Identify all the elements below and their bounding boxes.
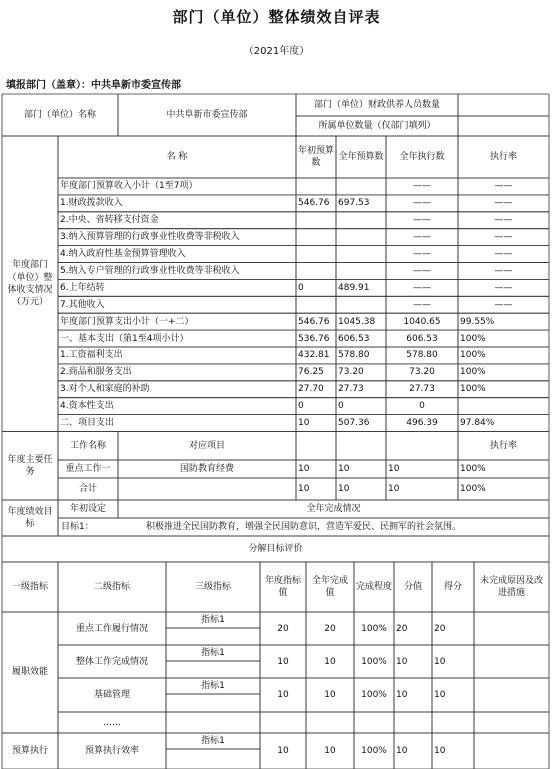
finance-row-executed: 0 — [419, 401, 425, 412]
finance-row-rate: 100% — [460, 367, 486, 378]
eval-col-score: 得分 — [443, 581, 462, 592]
goals-actual-label: 全年完成情况 — [306, 504, 361, 514]
finance-row-full-budget — [338, 180, 384, 192]
eval-row-level3: 指标1 — [201, 681, 225, 691]
subunit-count-label: 所属单位数量（仅部门填列） — [318, 121, 436, 131]
goal-1-label: 目标1： — [61, 522, 94, 532]
finance-row-budget — [298, 248, 334, 260]
goals-side-label: 年度绩效目标 — [7, 506, 53, 529]
finance-side-label: 年度部门（单位）整体收支情况（万元） — [7, 260, 53, 307]
task-row-full-budget: 10 — [338, 484, 350, 494]
finance-row-rate: —— — [494, 181, 513, 192]
task-row-budget: 10 — [298, 484, 310, 494]
task-row-executed: 10 — [388, 464, 400, 474]
finance-row-budget: 27.70 — [298, 384, 324, 395]
eval-row-annual: 10 — [277, 690, 289, 700]
finance-row-name: 二、项目支出 — [60, 418, 115, 429]
eval-row-score-value: 10 — [396, 656, 408, 667]
finance-row-full-budget: 578.80 — [338, 350, 370, 361]
finance-row-full-budget — [338, 265, 384, 277]
task-row-name: 重点工作一 — [65, 464, 111, 474]
eval-row-done: 10 — [324, 656, 336, 667]
finance-row-full-budget — [338, 248, 384, 260]
staff-count-value — [460, 99, 547, 111]
eval-title: 分解目标评价 — [248, 543, 303, 554]
eval-group-performance: 履职效能 — [11, 667, 48, 678]
tasks-col-item: 对应项目 — [188, 440, 225, 451]
eval-col-level2: 二级指标 — [93, 581, 130, 592]
finance-row-executed: —— — [413, 232, 431, 243]
eval-row-level3: 指标1 — [201, 615, 225, 625]
finance-row-name: 年度部门预算支出小计（一+二） — [60, 316, 194, 327]
eval-row-annual: 10 — [277, 656, 289, 667]
finance-row-rate: —— — [494, 198, 513, 209]
finance-row-rate — [460, 400, 547, 412]
col-full-budget-header: 全年预算数 — [338, 151, 384, 162]
eval-row-degree: 100% — [361, 623, 387, 634]
finance-row-budget: 10 — [298, 418, 310, 429]
finance-row-executed: 496.39 — [406, 418, 438, 429]
finance-row-name: 3.对个人和家庭的补助 — [60, 384, 150, 395]
finance-row-budget — [298, 231, 334, 243]
finance-row-budget: 76.25 — [298, 367, 324, 378]
finance-row-name: 3.纳入预算管理的行政事业性收费等非税收入 — [60, 232, 240, 243]
eval-row-level2: 重点工作履行情况 — [75, 623, 148, 634]
eval-row-level2: 整体工作完成情况 — [75, 656, 148, 667]
eval-row-score: 10 — [434, 690, 446, 700]
eval-row-level3: 指标1 — [201, 648, 225, 658]
finance-row-executed: 606.53 — [406, 333, 438, 344]
eval-row-reason — [476, 656, 547, 668]
finance-row-executed: —— — [413, 282, 431, 293]
finance-row-rate: —— — [494, 232, 513, 243]
eval-row-reason — [476, 745, 547, 757]
eval-row-reason — [476, 623, 547, 635]
finance-row-budget — [298, 180, 334, 192]
finance-row-full-budget: 606.53 — [338, 333, 370, 344]
tasks-col-full-budget — [338, 440, 384, 452]
eval-row-annual: 10 — [277, 746, 289, 756]
task-row-rate: 100% — [460, 484, 486, 494]
finance-row-rate: 100% — [460, 384, 486, 395]
finance-row-executed: 1040.65 — [403, 316, 441, 327]
finance-row-rate: —— — [494, 282, 513, 293]
eval-row-score: 10 — [434, 746, 446, 756]
finance-row-budget — [298, 299, 334, 311]
finance-row-executed: —— — [413, 265, 431, 276]
finance-row-name: 1.工资福利支出 — [60, 350, 123, 361]
eval-col-degree: 完成程度 — [356, 581, 392, 592]
goal-1-text: 积极推进全民国防教育，增强全民国防意识，营造军爱民、民拥军的社会氛围。 — [146, 522, 462, 532]
finance-row-budget: 536.76 — [298, 333, 330, 344]
task-row-name: 合计 — [78, 484, 97, 494]
eval-col-annual-value: 年度指标值 — [264, 575, 301, 598]
finance-row-executed: —— — [413, 249, 431, 260]
finance-row-name: 2.中央、省转移支付资金 — [60, 215, 159, 226]
eval-col-reason: 未完成原因及改进措施 — [479, 575, 543, 598]
eval-row-score: 10 — [434, 656, 446, 667]
eval-row-level3: 指标1 — [201, 736, 225, 746]
finance-row-executed: 578.80 — [406, 350, 438, 361]
col-rate-header: 执行率 — [489, 152, 517, 162]
tasks-side-label: 年度主要任务 — [7, 454, 53, 477]
eval-col-score-value: 分值 — [403, 581, 422, 592]
finance-row-name: 1.财政拨款收入 — [60, 198, 123, 209]
finance-row-name: 一、基本支出（第1至4项小计） — [60, 333, 189, 344]
finance-row-rate: —— — [494, 265, 513, 276]
col-budget-header: 年初预算数 — [298, 145, 334, 168]
eval-row-done: 20 — [324, 623, 336, 634]
eval-row-level2: 预算执行效率 — [84, 746, 139, 756]
finance-row-rate: 99.55% — [460, 316, 495, 327]
finance-row-rate: —— — [494, 299, 513, 310]
finance-row-budget: 0 — [298, 401, 304, 412]
finance-row-full-budget: 697.53 — [338, 198, 370, 209]
finance-row-executed: 73.20 — [409, 367, 435, 378]
finance-row-executed: —— — [413, 215, 431, 226]
finance-row-budget: 546.76 — [298, 316, 330, 327]
finance-row-name: 4.纳入政府性基金预算管理收入 — [60, 249, 186, 260]
eval-row-degree: 100% — [361, 690, 387, 700]
col-executed-header: 全年执行数 — [399, 151, 445, 162]
finance-row-name: 7.其他收入 — [60, 299, 105, 310]
finance-row-budget: 546.76 — [298, 198, 330, 209]
finance-row-full-budget: 0 — [338, 401, 344, 412]
eval-group-budget: 预算执行 — [11, 745, 48, 756]
finance-row-executed: —— — [413, 181, 431, 192]
finance-row-rate: 97.84% — [460, 418, 495, 429]
eval-col-level1: 一级指标 — [11, 581, 48, 592]
finance-row-budget: 432.81 — [298, 350, 330, 361]
finance-row-full-budget: 1045.38 — [338, 316, 376, 327]
finance-row-budget — [298, 214, 334, 226]
finance-row-full-budget — [338, 231, 384, 243]
eval-row-degree: 100% — [361, 746, 387, 756]
finance-row-full-budget: 27.73 — [338, 384, 364, 395]
finance-row-name: 4.资本性支出 — [60, 401, 114, 412]
eval-row-score: 20 — [434, 623, 446, 634]
finance-row-executed: 27.73 — [409, 384, 435, 395]
finance-row-rate: —— — [494, 215, 513, 226]
finance-row-executed: —— — [413, 299, 431, 310]
task-row-item: 国防教育经费 — [179, 464, 234, 474]
tasks-col-budget — [298, 440, 334, 452]
finance-row-budget: 0 — [298, 282, 304, 293]
eval-col-level3: 三级指标 — [194, 581, 231, 592]
eval-col-done-value: 全年完成值 — [311, 575, 348, 598]
finance-row-budget — [298, 265, 334, 277]
unit-name-value: 中共阜新市委宣传部 — [166, 110, 248, 120]
eval-row-level2: 基础管理 — [93, 690, 130, 700]
unit-name-label: 部门（单位）名称 — [23, 110, 96, 120]
filling-unit: 填报部门（盖章）：中共阜新市委宣传部 — [6, 80, 181, 91]
eval-row-score-value: 10 — [396, 746, 408, 756]
eval-row-score-value: 20 — [396, 623, 408, 634]
report-year: （2021年度） — [243, 46, 310, 57]
eval-row-reason — [476, 689, 547, 701]
eval-ellipsis-row: …… — [103, 717, 121, 728]
finance-row-name: 2.商品和服务支出 — [60, 367, 132, 378]
goals-planned-label: 年初设定 — [69, 504, 106, 514]
subunit-count-value — [460, 120, 547, 132]
finance-row-full-budget — [338, 299, 384, 311]
task-row-rate: 100% — [460, 464, 486, 474]
finance-row-name: 5.纳入专户管理的行政事业性收费等非税收入 — [60, 265, 240, 276]
task-row-budget: 10 — [298, 464, 310, 474]
finance-row-name: 年度部门预算收入小计（1至7项） — [60, 181, 198, 192]
finance-row-full-budget: 489.91 — [338, 282, 370, 293]
tasks-col-name: 工作名称 — [69, 440, 106, 451]
task-row-item — [120, 483, 294, 495]
tasks-col-rate: 执行率 — [489, 440, 517, 451]
finance-row-executed: —— — [413, 198, 431, 209]
finance-row-rate: 100% — [460, 350, 486, 361]
finance-row-full-budget: 507.36 — [338, 418, 370, 429]
finance-row-name: 6.上年结转 — [60, 282, 105, 293]
finance-row-full-budget: 73.20 — [338, 367, 364, 378]
tasks-col-executed — [388, 440, 456, 452]
eval-row-score-value: 10 — [396, 690, 408, 700]
eval-row-annual: 20 — [277, 623, 289, 634]
finance-row-rate: 100% — [460, 333, 486, 344]
staff-count-label: 部门（单位）财政供养人员数量 — [313, 100, 440, 110]
eval-row-degree: 100% — [361, 656, 387, 667]
finance-row-rate: —— — [494, 249, 513, 260]
finance-row-full-budget — [338, 214, 384, 226]
eval-row-done: 10 — [324, 746, 336, 756]
task-row-executed: 10 — [388, 484, 400, 494]
col-name-header: 名 称 — [166, 152, 188, 162]
eval-row-done: 10 — [324, 690, 336, 700]
page-title: 部门（单位）整体绩效自评表 — [172, 8, 381, 26]
task-row-full-budget: 10 — [338, 464, 350, 474]
